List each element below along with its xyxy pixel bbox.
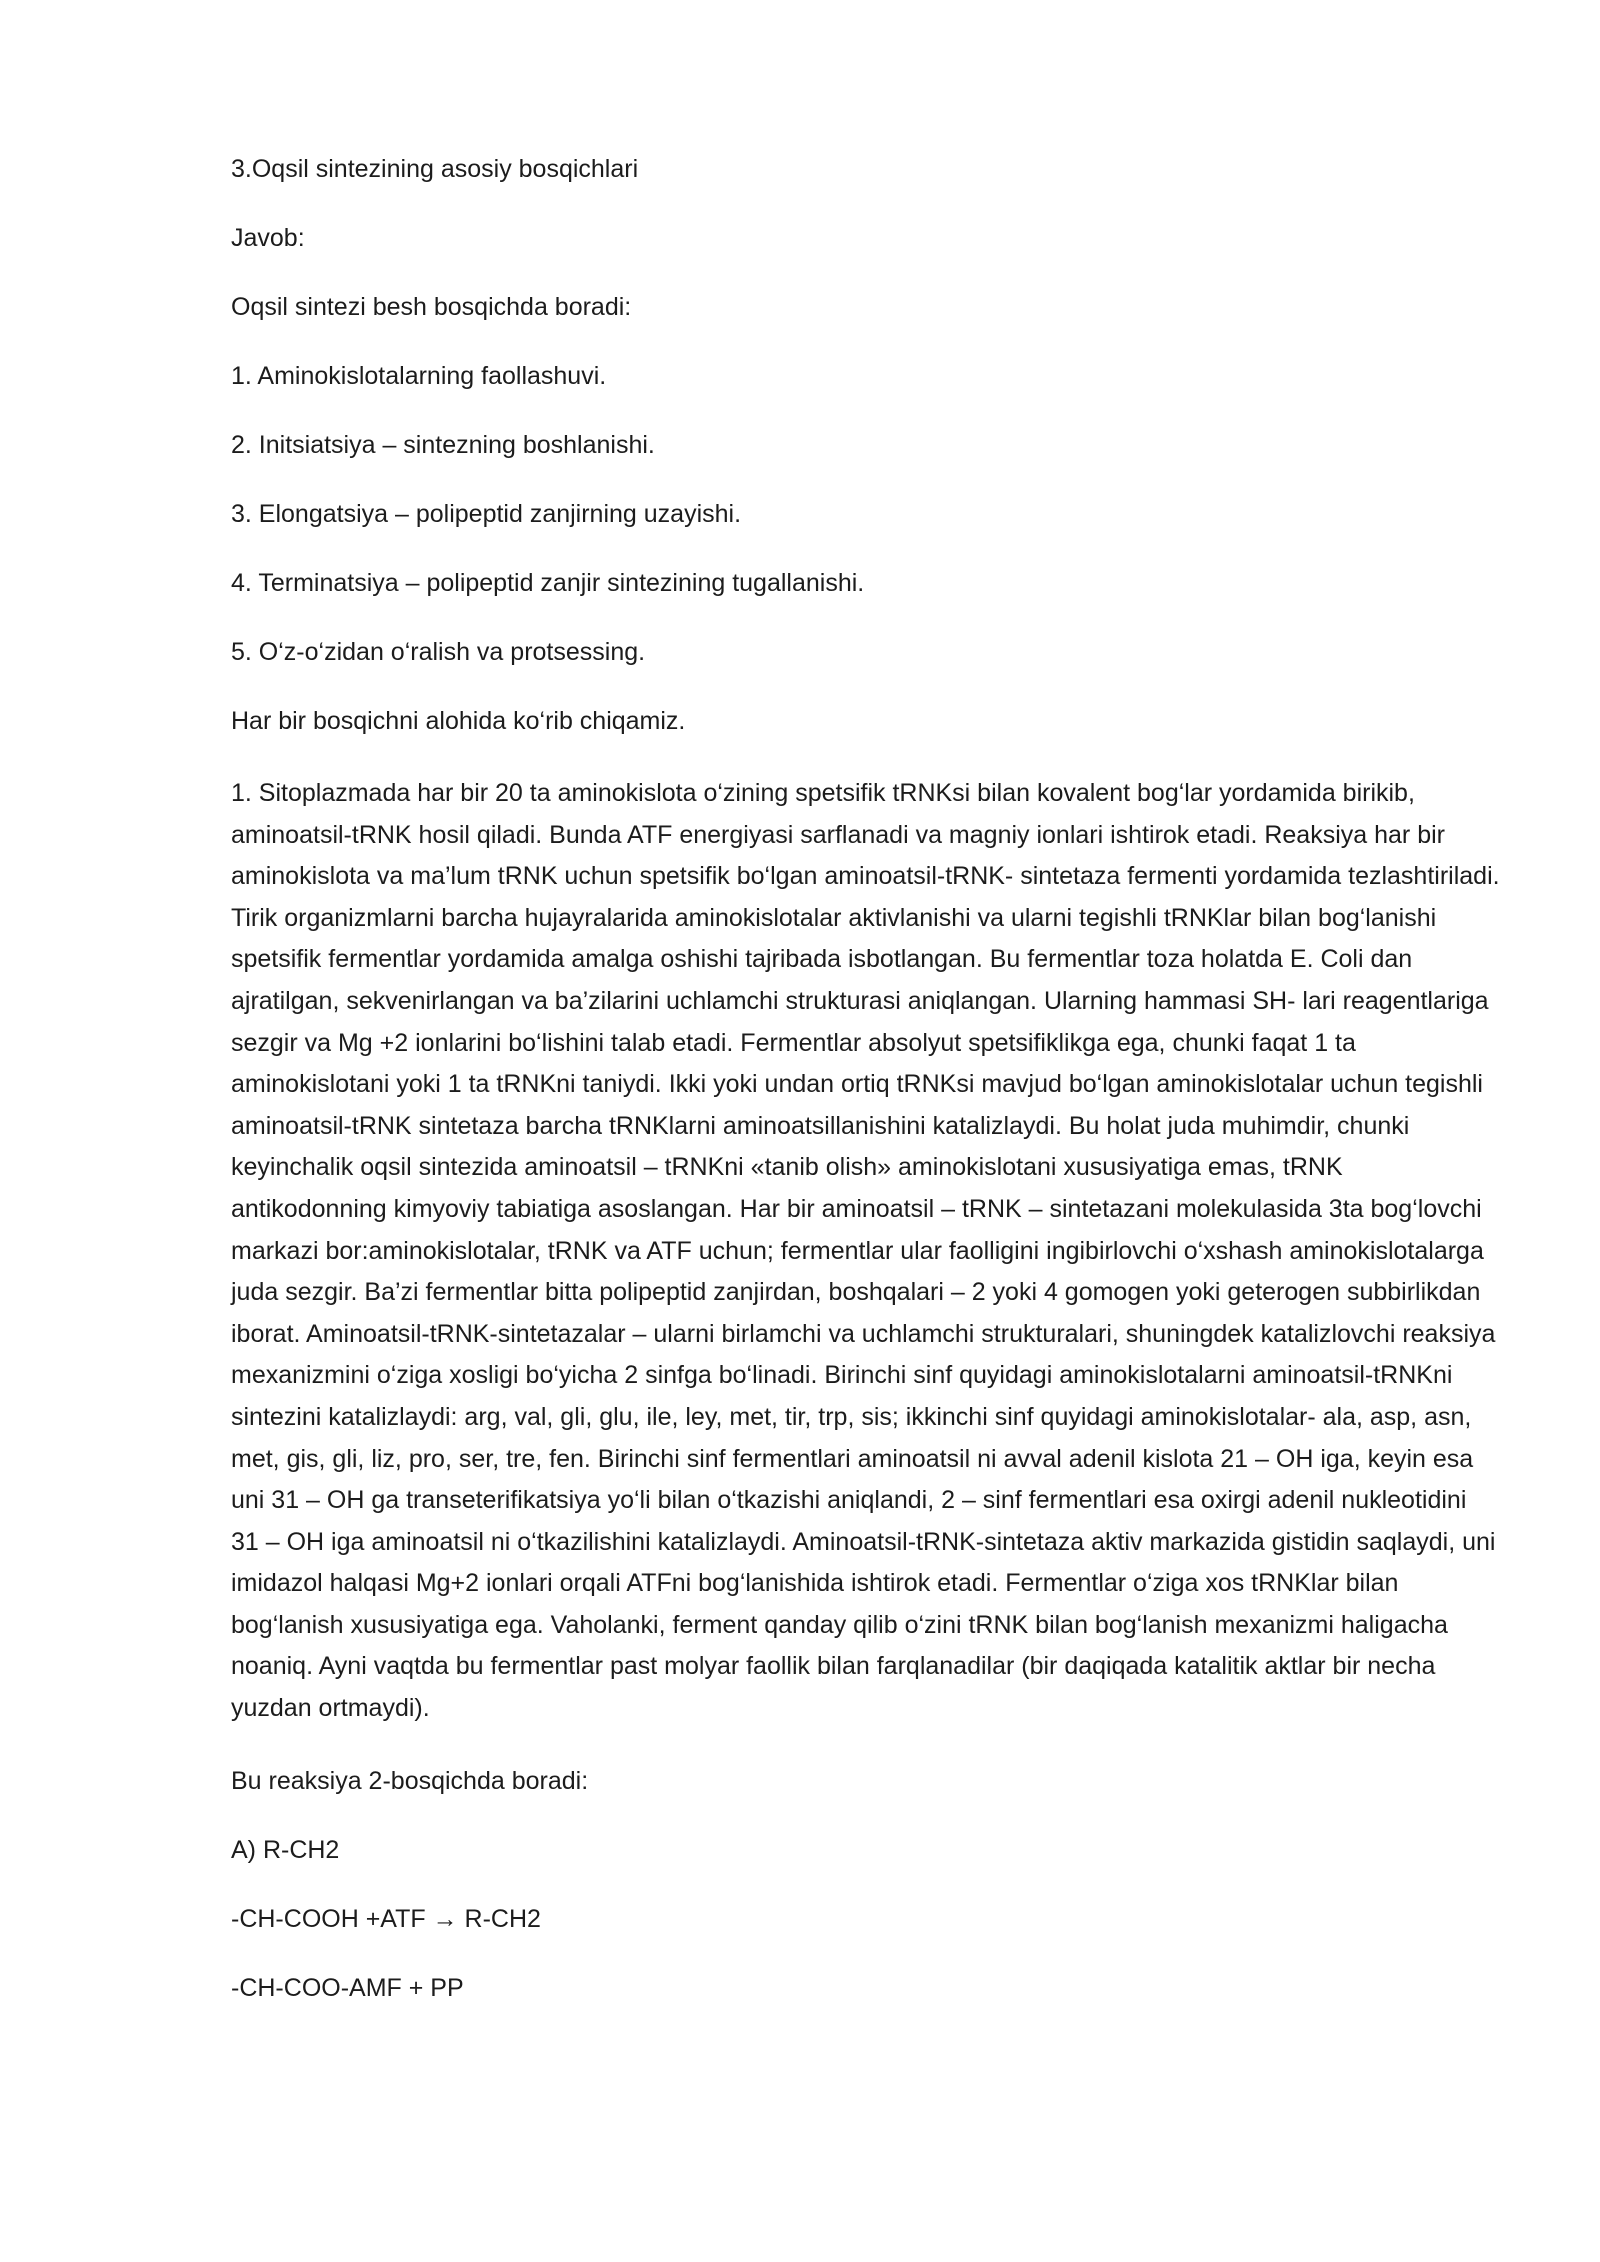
step-item: 2. Initsiatsiya – sintezning boshlanishi. bbox=[231, 431, 655, 459]
step-item: 3. Elongatsiya – polipeptid zanjirning uzayishi. bbox=[231, 500, 742, 528]
reaction-intro: Bu reaksiya 2-bosqichda boradi: bbox=[231, 1766, 589, 1795]
reaction-line: A) R-CH2 bbox=[231, 1835, 340, 1864]
document-page bbox=[231, 152, 1501, 2040]
reaction-line: -CH-COOH +ATF → R-CH2 bbox=[231, 1904, 541, 1933]
step-item: 4. Terminatsiya – polipeptid zanjir sintezining tugallanishi. bbox=[231, 569, 865, 597]
intro-line: Oqsil sintezi besh bosqichda boradi: bbox=[231, 293, 632, 321]
review-line: Har bir bosqichni alohida ko‘rib chiqamiz. bbox=[231, 707, 686, 735]
step-item: 5. O‘z-o‘zidan o‘ralish va protsessing. bbox=[231, 638, 646, 666]
document-title: 3.Oqsil sintezining asosiy bosqichlari bbox=[231, 155, 639, 183]
body-paragraph: 1. Sitoplazmada har bir 20 ta aminokislota o‘zining spetsifik tRNKsi bilan kovalent bog‘lar yordamida birikib, aminoatsil-tRNK hosil qiladi. Bunda ATF energiyasi sarflanadi va magniy ionlari ishtirok etadi. Reaksiya har bir aminokislota va ma’lum tRNK uchun spetsifik bo‘lgan aminoatsil-tRNK- sintetaza fermenti yordamida tezlashtiriladi. Tirik organizmlarni barcha hujayralarida aminokislotalar aktivlanishi va ularni tegishli tRNKlar bilan bog‘lanishi spetsifik fermentlar yordamida amalga oshishi tajribada isbotlangan. Bu fermentlar toza holatda E. Coli dan ajratilgan, sekvenirlangan va ba’zilarini uchlamchi strukturasi aniqlangan. Ularning hammasi SH- lari reagentlariga sezgir va Mg +2 ionlarini bo‘lishini talab etadi. Fermentlar absolyut spetsifiklikga ega, chunki faqat 1 ta aminokislotani yoki 1 ta tRNKni taniydi. Ikki yoki undan ortiq tRNKsi mavjud bo‘lgan aminokislotalar uchun tegishli aminoatsil-tRNK sintetaza barcha tRNKlarni aminoatsillanishini katalizlaydi. Bu holat juda muhimdir, chunki keyinchalik oqsil sintezida aminoatsil – tRNKni «tanib olish» aminokislotani xususiyatiga emas, tRNK antikodonning kimyoviy tabiatiga asoslangan. Har bir aminoatsil – tRNK – sintetazani molekulasida 3ta bog‘lovchi markazi bor:aminokislotalar, tRNK va ATF uchun; fermentlar ular faolligini ingibirlovchi o‘xshash aminokislotalarga juda sezgir. Ba’zi fermentlar bitta polipeptid zanjirdan, boshqalari – 2 yoki 4 gomogen yoki geterogen subbirlikdan iborat. Aminoatsil-tRNK-sintetazalar – ularni birlamchi va uchlamchi strukturalari, shuningdek katalizlovchi reaksiya mexanizmini o‘ziga xosligi bo‘yicha 2 sinfga bo‘linadi. Birinchi sinf quyidagi aminokislotalarni aminoatsil-tRNKni sintezini katalizlaydi: arg, val, gli, glu, ile, ley, met, tir, trp, sis; ikkinchi sinf quyidagi aminokislotalar- ala, asp, asn, met, gis, gli, liz, pro, ser, tre, fen. Birinchi sinf fermentlari aminoatsil ni avval adenil kislota 21 – OH iga, keyin esa uni 31 – OH ga transeterifikatsiya yo‘li bilan o‘tkazishi aniqlandi, 2 – sinf fermentlari esa oxirgi adenil nukleotidini 31 – OH iga aminoatsil ni o‘tkazilishini katalizlaydi. Aminoatsil-tRNK-sintetaza aktiv markazida gistidin saqlaydi, uni imidazol halqasi Mg+2 ionlari orqali ATFni bog‘lanishida ishtirok etadi. Fermentlar o‘ziga xos tRNKlar bilan bog‘lanish xususiyatiga ega. Vaholanki, ferment qanday qilib o‘zini tRNK bilan bog‘lanish mexanizmi haligacha noaniq. Ayni vaqtda bu fermentlar past molyar faollik bilan farqlanadilar (bir daqiqada katalitik aktlar bir necha yuzdan ortmaydi). bbox=[231, 779, 1500, 1723]
step-item: 1. Aminokislotalarning faollashuvi. bbox=[231, 362, 607, 390]
answer-label: Javob: bbox=[231, 224, 305, 252]
reaction-line: -CH-COO-AMF + PP bbox=[231, 1973, 464, 2002]
